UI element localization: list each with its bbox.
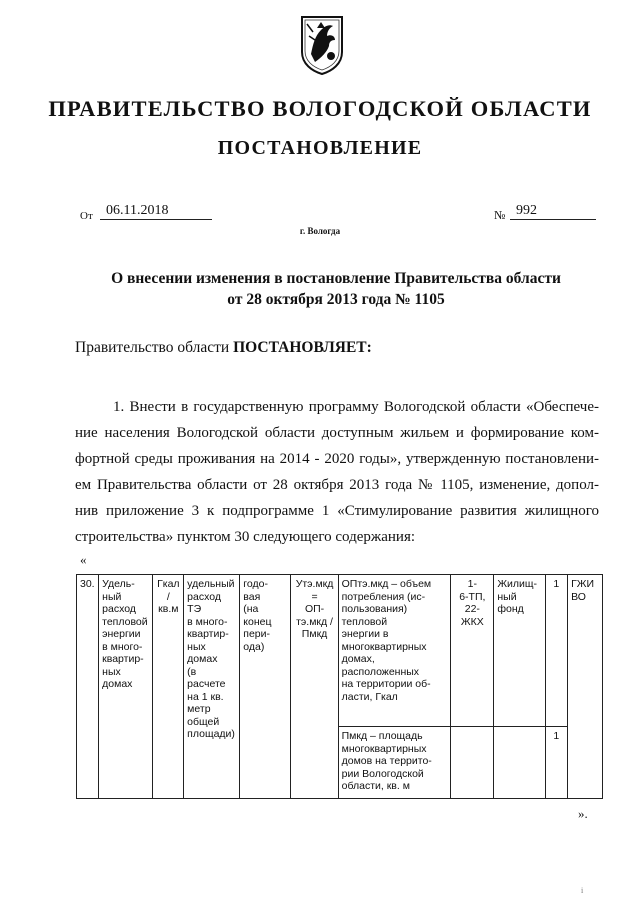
number-prefix: № xyxy=(494,208,506,222)
document-type: ПОСТАНОВЛЕНИЕ xyxy=(217,137,423,159)
paragraph-line: 1. Внести в государственную программу Вологодской области «Обеспече- xyxy=(113,399,599,415)
document-number: 992 xyxy=(510,203,596,220)
preamble xyxy=(75,339,372,357)
paragraph-line: ем Правительства области от 28 октября 2013 года № 1105, изменение, допол- xyxy=(75,477,599,493)
paragraph-line: строительства» пунктом 30 следующего содержания: xyxy=(75,529,416,545)
subject-line-1: О внесении изменения в постановление Правительства области xyxy=(111,270,561,287)
paragraph-line: ние населения Вологодской области доступным жильем и формирование ком- xyxy=(75,425,599,441)
quote-close: ». xyxy=(578,806,588,821)
cell-sector xyxy=(494,727,545,799)
paragraph-1 xyxy=(75,394,599,550)
paragraph-line: нив приложение 3 к подпрограмме 1 «Стимулирование развития жилищного xyxy=(75,503,599,519)
cell-source: 1- 6-ТП, 22- ЖКХ xyxy=(451,575,494,727)
preamble-text: Правительство области xyxy=(75,339,234,356)
cell-definition: удельный расход ТЭ в много- квартир- ных домах (в расчете на 1 кв. метр общей площади) xyxy=(184,575,240,799)
cell-source xyxy=(451,727,494,799)
cell-component: ОПтэ.мкд – объем потребления (ис- пользования) тепловой энергии в многоквартирных домах, расположенных на территории об- ласти, Гкал xyxy=(338,575,451,727)
cell-indicator: Удель- ный расход тепловой энергии в много- квартир- ных домах xyxy=(99,575,153,799)
coat-of-arms-emblem xyxy=(299,14,345,76)
cell-unit: Гкал / кв.м xyxy=(153,575,184,799)
cell-method: 1 xyxy=(545,727,568,799)
subject-line-2: от 28 октября 2013 года № 1105 xyxy=(227,291,445,308)
quote-open: « xyxy=(80,552,87,567)
document-date: 06.11.2018 xyxy=(100,203,212,220)
table-row xyxy=(77,575,603,727)
cell-responsible: ГЖИ ВО xyxy=(568,575,603,799)
cell-period: годо- вая (на конец пери- ода) xyxy=(240,575,291,799)
date-prefix: От xyxy=(80,210,93,222)
cell-number: 30. xyxy=(77,575,99,799)
preamble-bold: ПОСТАНОВЛЯЕТ: xyxy=(233,339,372,356)
program-table xyxy=(76,574,603,799)
page-mark: i xyxy=(581,886,584,895)
government-title: ПРАВИТЕЛЬСТВО ВОЛОГОДСКОЙ ОБЛАСТИ xyxy=(48,96,592,121)
cell-method: 1 xyxy=(545,575,568,727)
document-subject xyxy=(0,268,640,310)
paragraph-line: фортной среды проживания на 2014 - 2020 годы», утвержденную постановлени- xyxy=(75,451,599,467)
cell-formula: Утэ.мкд = ОП- тэ.мкд / Пмкд xyxy=(291,575,338,799)
cell-component: Пмкд – площадь многоквартирных домов на террито- рии Вологодской области, кв. м xyxy=(338,727,451,799)
cell-sector: Жилищ- ный фонд xyxy=(494,575,545,727)
city: г. Вологда xyxy=(299,226,341,236)
